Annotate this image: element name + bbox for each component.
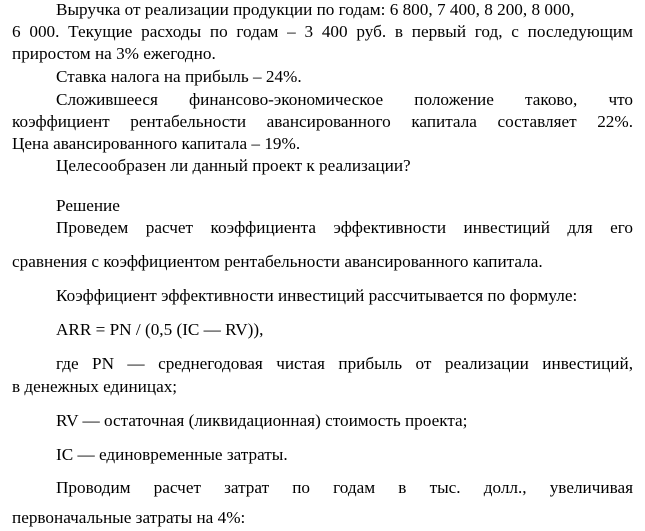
- text-line: Цена авансированного капитала – 19%.: [12, 134, 301, 153]
- formula: ARR = PN / (0,5 (IC — RV)),: [56, 320, 264, 339]
- text-line: Выручка от реализации продукции по годам: 6 800, 7 400, 8 200, 8 000,: [56, 0, 575, 19]
- text-line: первоначальные затраты на 4%:: [12, 508, 246, 527]
- text-line: Проведем расчет коэффициента эффективности инвестиций для его: [56, 218, 633, 237]
- text-line: Сложившееся финансово-экономическое положение таково, что: [56, 90, 633, 109]
- text-line: Целесообразен ли данный проект к реализации?: [56, 156, 411, 175]
- text-line: RV — остаточная (ликвидационная) стоимость проекта;: [56, 411, 468, 430]
- text-line: в денежных единицах;: [12, 377, 178, 396]
- text-line: Коэффициент эффективности инвестиций рассчитывается по формуле:: [56, 286, 578, 305]
- text-line: сравнения с коэффициентом рентабельности авансированного капитала.: [12, 252, 543, 271]
- section-heading: Решение: [56, 196, 120, 215]
- text-line: Проводим расчет затрат по годам в тыс. долл., увеличивая: [56, 478, 633, 497]
- text-line: коэффициент рентабельности авансированного капитала составляет 22%.: [12, 112, 633, 131]
- text-line: приростом на 3% ежегодно.: [12, 44, 216, 63]
- text-line: где PN — среднегодовая чистая прибыль от реализации инвестиций,: [56, 354, 633, 373]
- text-line: Ставка налога на прибыль – 24%.: [56, 67, 302, 86]
- text-line: IC — единовременные затраты.: [56, 445, 288, 464]
- text-line: 6 000. Текущие расходы по годам – 3 400 руб. в первый год, с последующим: [12, 22, 633, 41]
